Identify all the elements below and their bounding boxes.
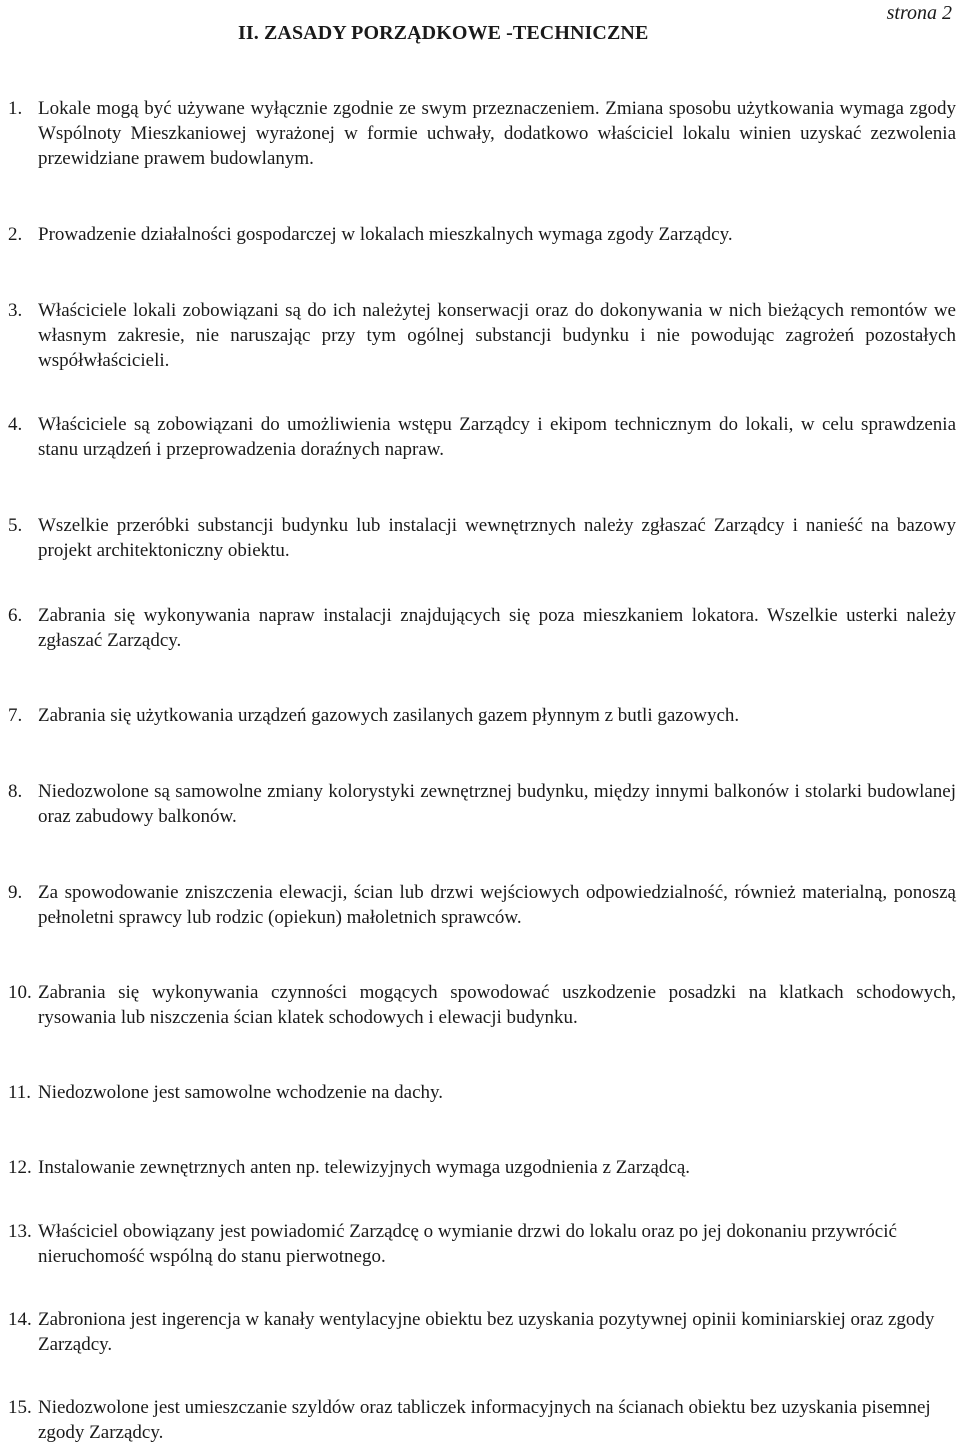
rule-item xyxy=(8,703,960,728)
rule-text: Właściciele lokali zobowiązani są do ich należytej konserwacji oraz do dokonywania w nich bieżących remontów we własnym zakresie, nie naruszając przy tym ogólnej substancji budynku i nie powodując zagrożeń pozostałych współwłaścicieli. xyxy=(38,300,956,371)
rule-number: 10. xyxy=(8,982,32,1003)
rule-number: 9. xyxy=(8,882,23,903)
rule-text: Zabrania się wykonywania czynności mogących spowodować uszkodzenie posadzki na klatkach schodowych, rysowania lub niszczenia ścian klatek schodowych i elewacji budynku. xyxy=(38,982,956,1028)
rule-text: Lokale mogą być używane wyłącznie zgodnie ze swym przeznaczeniem. Zmiana sposobu użytkowania wymaga zgody Wspólnoty Mieszkaniowej wyrażonej w formie uchwały, dodatkowo właściciel lokalu winien uzyskać zezwolenia przewidziane prawem budowlanym. xyxy=(38,98,956,169)
rule-number: 7. xyxy=(8,705,23,726)
rule-text: Prowadzenie działalności gospodarczej w lokalach mieszkalnych wymaga zgody Zarządcy. xyxy=(38,224,733,245)
rule-number: 1. xyxy=(8,98,23,119)
rule-item xyxy=(8,1395,960,1445)
rule-item xyxy=(8,1155,960,1180)
rule-text: Wszelkie przeróbki substancji budynku lub instalacji wewnętrznych należy zgłaszać Zarządcy i nanieść na bazowy projekt architektoniczny obiektu. xyxy=(38,515,956,561)
rule-number: 15. xyxy=(8,1397,32,1418)
rule-number: 2. xyxy=(8,224,23,245)
rule-item xyxy=(8,513,960,563)
rule-text: Właściciele są zobowiązani do umożliwienia wstępu Zarządcy i ekipom technicznym do lokali, w celu sprawdzenia stanu urządzeń i przeprowadzenia doraźnych napraw. xyxy=(38,414,956,460)
rule-text: Zabrania się wykonywania napraw instalacji znajdujących się poza mieszkaniem lokatora. Wszelkie usterki należy zgłaszać Zarządcy. xyxy=(38,605,956,651)
rule-text: Niedozwolone jest samowolne wchodzenie na dachy. xyxy=(38,1082,444,1103)
rule-text: Właściciel obowiązany jest powiadomić Zarządcę o wymianie drzwi do lokalu oraz po jej dokonaniu przywrócić nieruchomość wspólną do stanu pierwotnego. xyxy=(38,1221,897,1267)
rule-text: Za spowodowanie zniszczenia elewacji, ścian lub drzwi wejściowych odpowiedzialność, również materialną, ponoszą pełnoletni sprawcy lub rodzic (opiekun) małoletnich sprawców. xyxy=(38,882,956,928)
rule-text: Zabroniona jest ingerencja w kanały wentylacyjne obiektu bez uzyskania pozytywnej opinii kominiarskiej oraz zgody Zarządcy. xyxy=(38,1309,935,1355)
rule-text: Niedozwolone są samowolne zmiany kolorystyki zewnętrznej budynku, między innymi balkonów i stolarki budowlanej oraz zabudowy balkonów. xyxy=(38,781,956,827)
rule-item xyxy=(8,1080,960,1105)
rule-number: 5. xyxy=(8,515,23,536)
rule-text: Niedozwolone jest umieszczanie szyldów oraz tabliczek informacyjnych na ścianach obiektu bez uzyskania pisemnej zgody Zarządcy. xyxy=(38,1397,931,1443)
rule-item xyxy=(8,96,960,171)
rule-item xyxy=(8,1219,960,1269)
rule-item xyxy=(8,222,960,247)
rule-item xyxy=(8,880,960,930)
rule-item xyxy=(8,1307,960,1357)
page-number: strona 2 xyxy=(886,2,952,24)
rule-number: 12. xyxy=(8,1157,32,1178)
rule-number: 13. xyxy=(8,1221,32,1242)
rule-item xyxy=(8,603,960,653)
rule-text: Instalowanie zewnętrznych anten np. telewizyjnych wymaga uzgodnienia z Zarządcą. xyxy=(38,1157,691,1178)
rule-item xyxy=(8,412,960,462)
rule-text: Zabrania się użytkowania urządzeń gazowych zasilanych gazem płynnym z butli gazowych. xyxy=(38,705,740,726)
rule-number: 14. xyxy=(8,1309,32,1330)
rule-number: 11. xyxy=(8,1082,32,1103)
rule-item xyxy=(8,298,960,373)
rule-item xyxy=(8,779,960,829)
section-title: II. ZASADY PORZĄDKOWE -TECHNICZNE xyxy=(238,22,649,44)
rule-item xyxy=(8,980,960,1030)
rule-number: 3. xyxy=(8,300,23,321)
rule-number: 6. xyxy=(8,605,23,626)
rule-number: 4. xyxy=(8,414,23,435)
rule-number: 8. xyxy=(8,781,23,802)
